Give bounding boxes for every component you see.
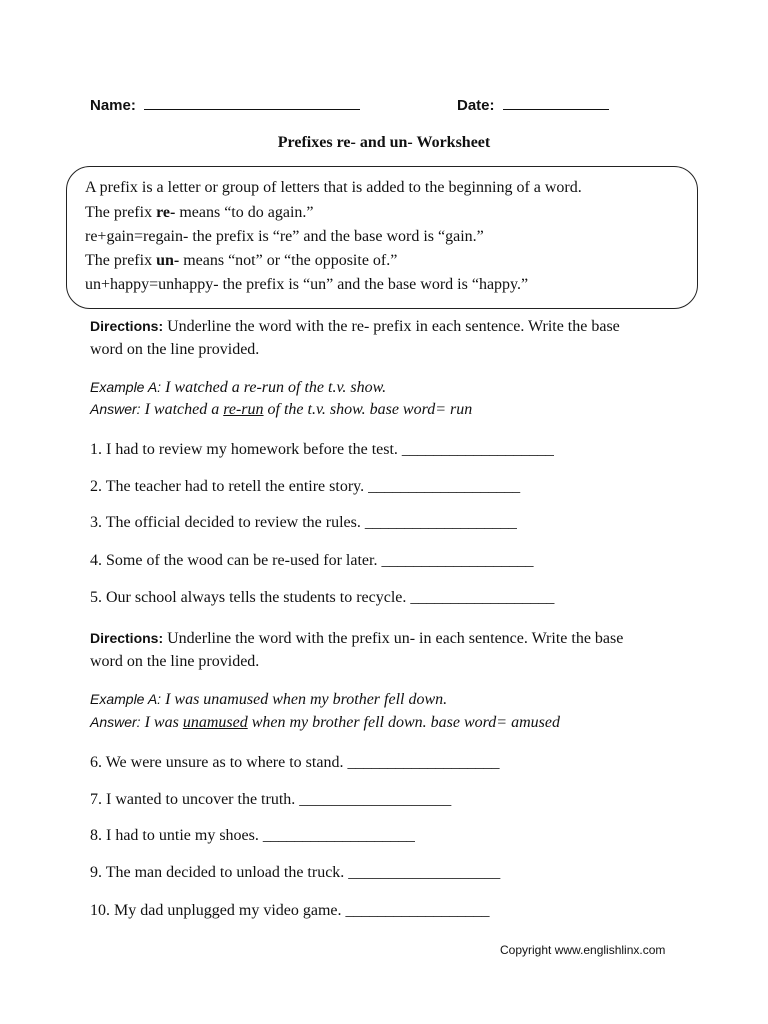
question-3[interactable]: 3. The official decided to review the rules. ___________________ xyxy=(90,514,517,531)
name-blank-line[interactable] xyxy=(144,95,360,110)
info-line-2 xyxy=(85,204,314,222)
info-line-3: re+gain=regain- the prefix is “re” and the base word is “gain.” xyxy=(85,228,484,245)
answer-text: of the t.v. show. base word= run xyxy=(263,401,473,418)
info-line-4 xyxy=(85,252,397,270)
info-line-5: un+happy=unhappy- the prefix is “un” and the base word is “happy.” xyxy=(85,276,529,293)
example-label: Example A: xyxy=(90,691,162,707)
info-text: means “not” or “the opposite of.” xyxy=(179,252,398,269)
example-text: I was unamused when my brother fell down. xyxy=(161,691,448,708)
section2-answer xyxy=(90,714,560,732)
underlined-word: unamused xyxy=(182,714,248,731)
answer-label: Answer: xyxy=(90,401,141,417)
question-7[interactable]: 7. I wanted to uncover the truth. ___________________ xyxy=(90,791,452,808)
un-prefix-bold: un- xyxy=(156,252,180,269)
re-prefix-bold: re- xyxy=(156,204,176,221)
section1-directions xyxy=(90,318,620,336)
question-9[interactable]: 9. The man decided to unload the truck. ___________________ xyxy=(90,864,501,881)
info-text: The prefix xyxy=(85,252,157,269)
name-field[interactable] xyxy=(90,95,360,114)
question-2[interactable]: 2. The teacher had to retell the entire story. ___________________ xyxy=(90,478,521,495)
section2-directions-cont: word on the line provided. xyxy=(90,653,260,670)
section2-example xyxy=(90,691,447,709)
answer-label: Answer: xyxy=(90,714,141,730)
worksheet-title: Prefixes re- and un- Worksheet xyxy=(277,134,491,151)
underlined-word: re-run xyxy=(223,401,264,418)
answer-text: I watched a xyxy=(140,401,224,418)
directions-label: Directions: xyxy=(90,318,164,334)
directions-text: Underline the word with the re- prefix in each sentence. Write the base xyxy=(163,318,620,335)
question-1[interactable]: 1. I had to review my homework before the test. ___________________ xyxy=(90,441,554,458)
date-field[interactable] xyxy=(457,95,609,114)
example-label: Example A: xyxy=(90,379,162,395)
example-text: I watched a re-run of the t.v. show. xyxy=(161,379,387,396)
question-10[interactable]: 10. My dad unplugged my video game. __________________ xyxy=(90,902,490,919)
info-text: means “to do again.” xyxy=(175,204,314,221)
date-label: Date: xyxy=(457,97,495,114)
question-4[interactable]: 4. Some of the wood can be re-used for later. ___________________ xyxy=(90,552,534,569)
section1-example xyxy=(90,379,386,397)
info-text: The prefix xyxy=(85,204,157,221)
question-6[interactable]: 6. We were unsure as to where to stand. ___________________ xyxy=(90,754,500,771)
info-line-1: A prefix is a letter or group of letters that is added to the beginning of a word. xyxy=(85,179,582,196)
answer-text: when my brother fell down. base word= amused xyxy=(247,714,560,731)
name-label: Name: xyxy=(90,97,136,114)
directions-text: Underline the word with the prefix un- in each sentence. Write the base xyxy=(163,630,624,647)
answer-text: I was xyxy=(140,714,183,731)
copyright-text: Copyright www.englishlinx.com xyxy=(500,943,666,957)
question-8[interactable]: 8. I had to untie my shoes. ___________________ xyxy=(90,827,415,844)
date-blank-line[interactable] xyxy=(503,95,609,110)
section1-directions-cont: word on the line provided. xyxy=(90,341,260,358)
question-5[interactable]: 5. Our school always tells the students to recycle. __________________ xyxy=(90,589,555,606)
directions-label: Directions: xyxy=(90,630,164,646)
section2-directions xyxy=(90,630,623,648)
section1-answer xyxy=(90,401,472,419)
